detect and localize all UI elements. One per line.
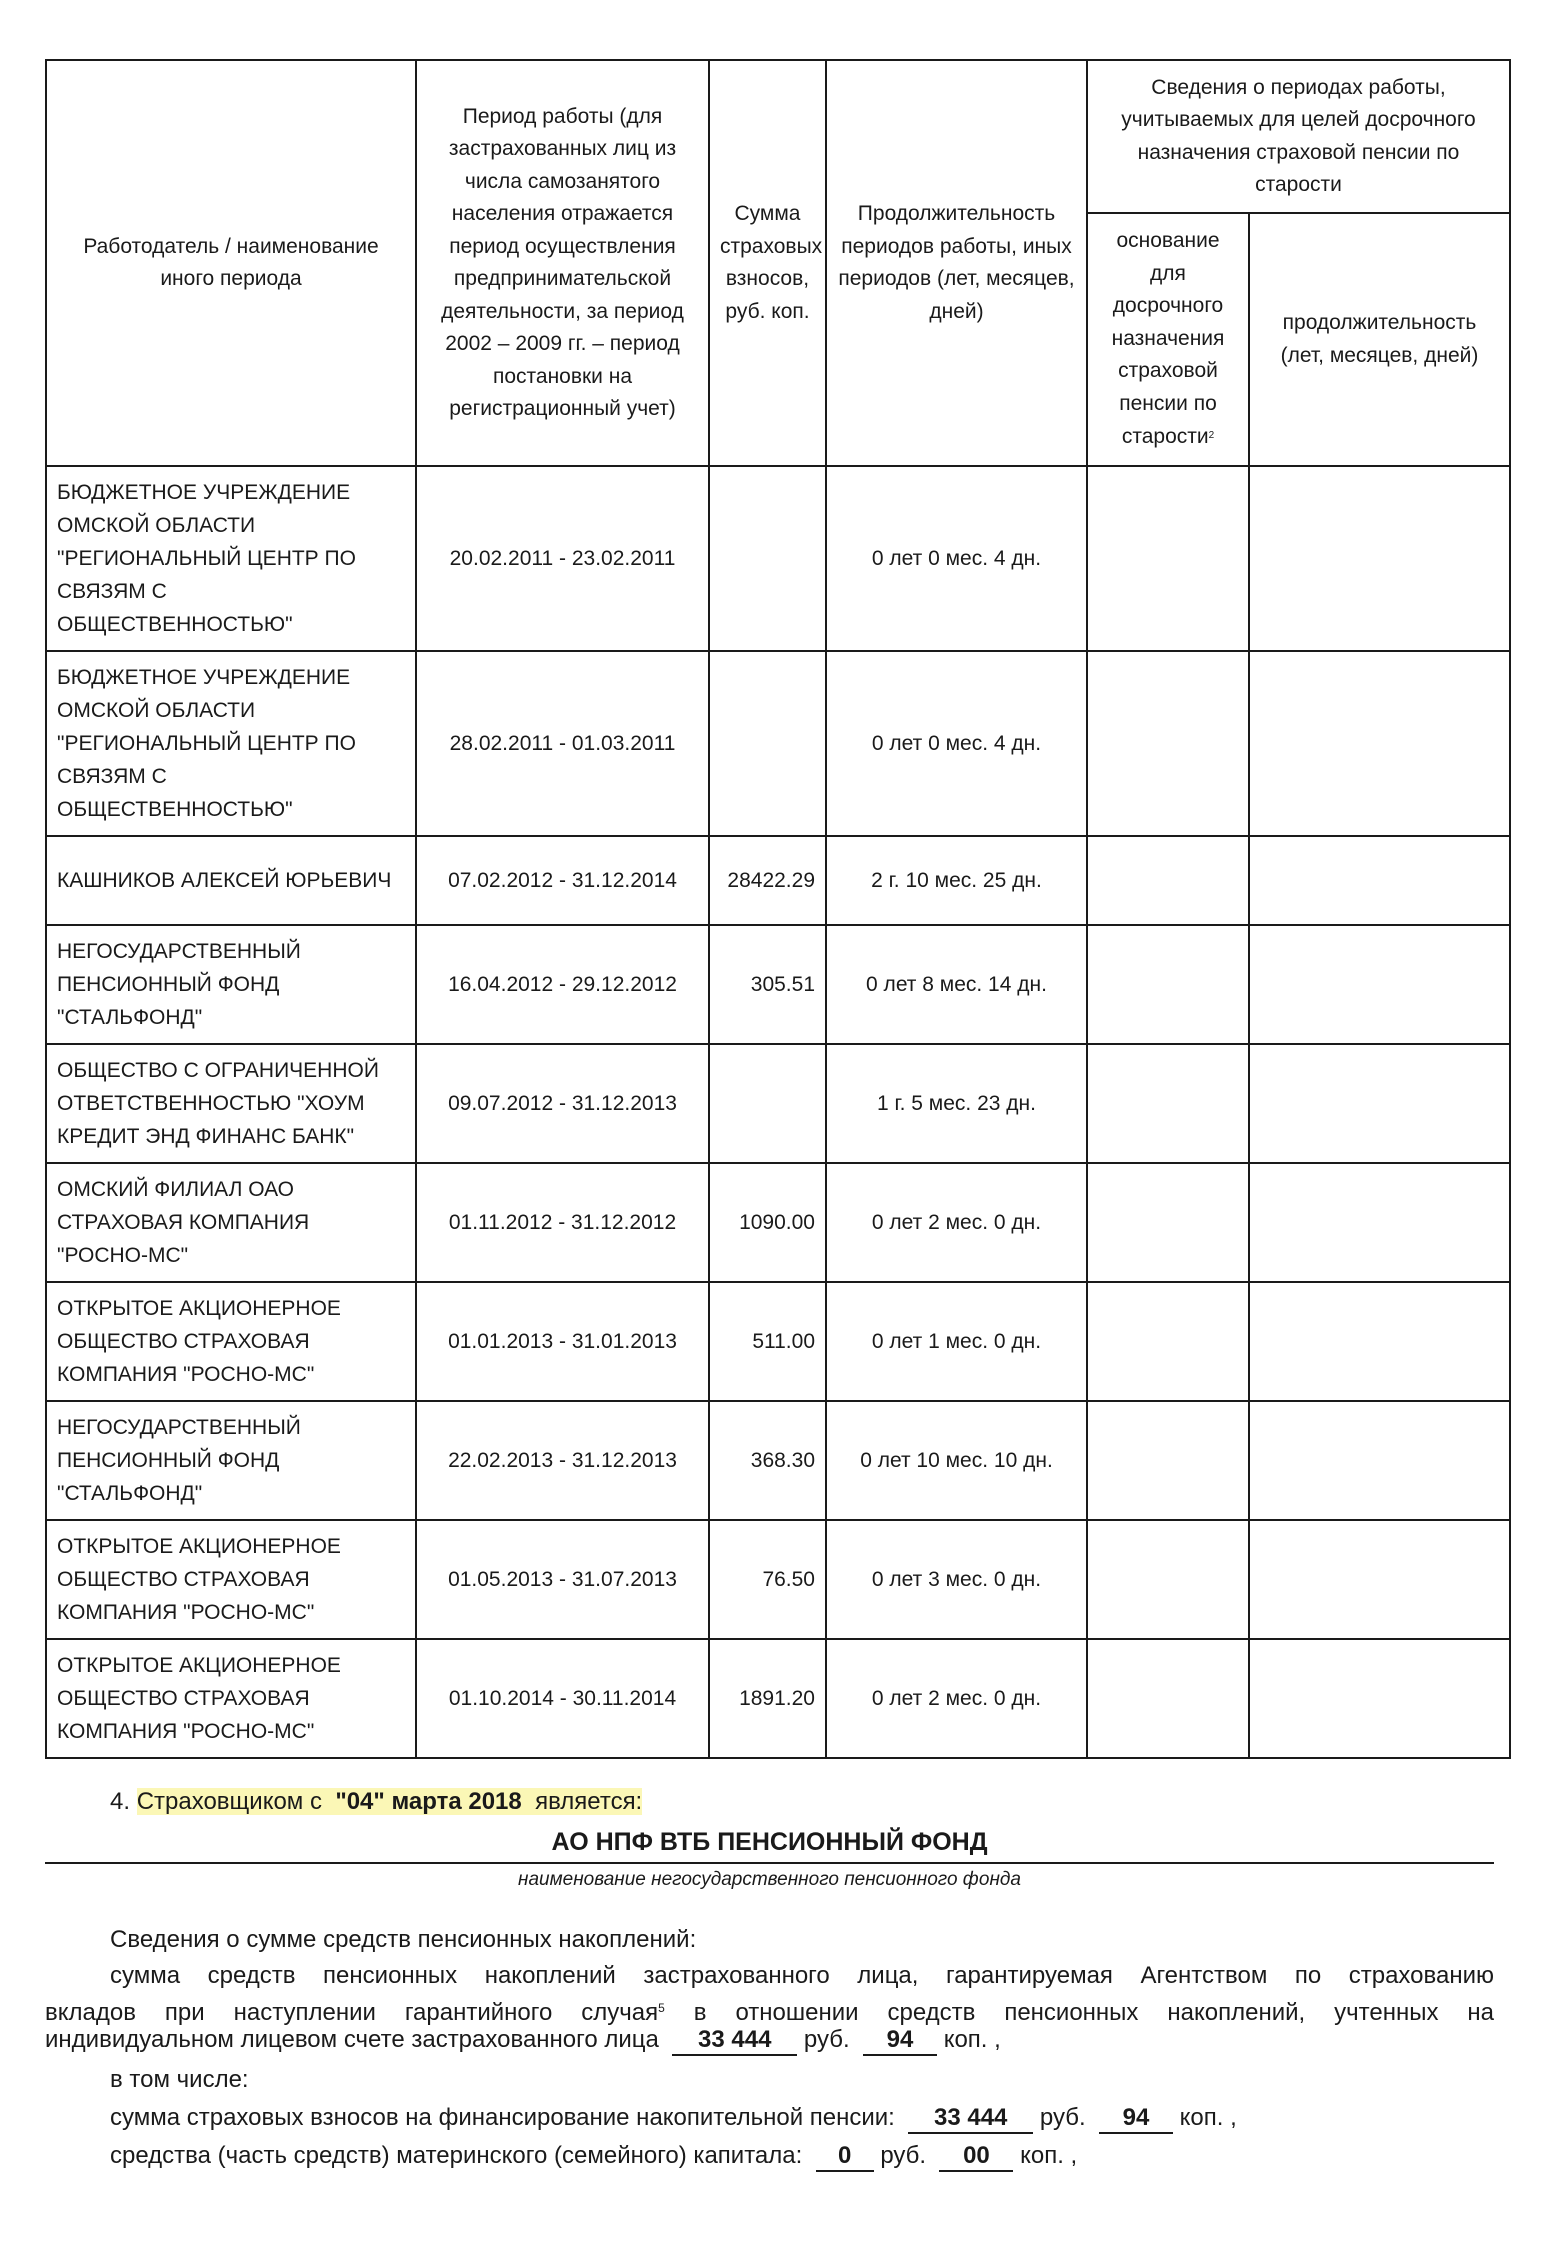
duration-cell: 0 лет 2 мес. 0 дн. bbox=[826, 1163, 1087, 1282]
insurer-highlight: Страховщиком с "04" марта 2018 является: bbox=[136, 1788, 643, 1815]
period-cell: 09.07.2012 - 31.12.2013 bbox=[416, 1044, 709, 1163]
table-row bbox=[46, 651, 1510, 836]
sum-cell bbox=[709, 651, 826, 836]
header-duration: Продолжительность периодов работы, иных периодов (лет, месяцев, дней) bbox=[826, 60, 1087, 466]
early-duration-cell bbox=[1249, 651, 1510, 836]
insurer-date: "04" марта 2018 bbox=[335, 1788, 522, 1815]
early-basis-cell bbox=[1087, 466, 1249, 651]
employer-cell: ОТКРЫТОЕ АКЦИОНЕРНОЕ ОБЩЕСТВО СТРАХОВАЯ КОМПАНИЯ "РОСНО-МС" bbox=[46, 1639, 416, 1758]
footnote-marker: 2 bbox=[1208, 430, 1215, 442]
duration-cell: 0 лет 3 мес. 0 дн. bbox=[826, 1520, 1087, 1639]
duration-cell: 0 лет 8 мес. 14 дн. bbox=[826, 925, 1087, 1044]
early-duration-cell bbox=[1249, 1044, 1510, 1163]
sum-cell: 368.30 bbox=[709, 1401, 826, 1520]
table-header-row bbox=[46, 60, 1510, 213]
employer-cell: ОБЩЕСТВО С ОГРАНИЧЕННОЙ ОТВЕТСТВЕННОСТЬЮ "ХОУМ КРЕДИТ ЭНД ФИНАНС БАНК" bbox=[46, 1044, 416, 1163]
employer-cell: ОТКРЫТОЕ АКЦИОНЕРНОЕ ОБЩЕСТВО СТРАХОВАЯ КОМПАНИЯ "РОСНО-МС" bbox=[46, 1520, 416, 1639]
total-kop-field: 94 bbox=[863, 2026, 937, 2056]
savings-line2: вкладов при наступлении гарантийного случая$^5$ в отношении средств пенсионных накоплений, учтенных на bbox=[45, 1999, 1494, 2026]
employer-cell: ОТКРЫТОЕ АКЦИОНЕРНОЕ ОБЩЕСТВО СТРАХОВАЯ КОМПАНИЯ "РОСНО-МС" bbox=[46, 1282, 416, 1401]
duration-cell: 1 г. 5 мес. 23 дн. bbox=[826, 1044, 1087, 1163]
sum-cell: 305.51 bbox=[709, 925, 826, 1044]
early-duration-cell bbox=[1249, 1282, 1510, 1401]
contrib-line: сумма страховых взносов на финансирование накопительной пенсии: 33 444 руб. 94 коп. , bbox=[110, 2100, 1237, 2136]
employer-cell: БЮДЖЕТНОЕ УЧРЕЖДЕНИЕ ОМСКОЙ ОБЛАСТИ "РЕГИОНАЛЬНЫЙ ЦЕНТР ПО СВЯЗЯМ С ОБЩЕСТВЕННОСТЬЮ" bbox=[46, 651, 416, 836]
table-row bbox=[46, 1401, 1510, 1520]
sum-cell: 76.50 bbox=[709, 1520, 826, 1639]
header-employer: Работодатель / наименование иного периода bbox=[46, 60, 416, 466]
sum-cell: 28422.29 bbox=[709, 836, 826, 925]
table-row bbox=[46, 1163, 1510, 1282]
savings-line1: сумма средств пенсионных накоплений застрахованного лица, гарантируемая Агентством по страхованию bbox=[110, 1962, 1494, 1989]
sum-cell: 511.00 bbox=[709, 1282, 826, 1401]
early-basis-cell bbox=[1087, 1163, 1249, 1282]
table-row bbox=[46, 925, 1510, 1044]
header-early-basis: основание для досрочного назначения страховой пенсии по старости$^2$ bbox=[1087, 213, 1249, 466]
duration-cell: 0 лет 10 мес. 10 дн. bbox=[826, 1401, 1087, 1520]
employer-cell: ОМСКИЙ ФИЛИАЛ ОАО СТРАХОВАЯ КОМПАНИЯ "РОСНО-МС" bbox=[46, 1163, 416, 1282]
early-basis-cell bbox=[1087, 651, 1249, 836]
employer-cell: БЮДЖЕТНОЕ УЧРЕЖДЕНИЕ ОМСКОЙ ОБЛАСТИ "РЕГИОНАЛЬНЫЙ ЦЕНТР ПО СВЯЗЯМ С ОБЩЕСТВЕННОСТЬЮ" bbox=[46, 466, 416, 651]
maternal-rub-field: 0 bbox=[816, 2142, 874, 2172]
period-cell: 28.02.2011 - 01.03.2011 bbox=[416, 651, 709, 836]
table-row bbox=[46, 1044, 1510, 1163]
duration-cell: 0 лет 0 мес. 4 дн. bbox=[826, 651, 1087, 836]
header-period: Период работы (для застрахованных лиц из числа самозанятого населения отражается период осуществления предпринимательской деятельности, за период 2002 – 2009 гг. – период постановки на регистрационный учет) bbox=[416, 60, 709, 466]
period-cell: 01.10.2014 - 30.11.2014 bbox=[416, 1639, 709, 1758]
table-body bbox=[46, 466, 1510, 1758]
period-cell: 01.01.2013 - 31.01.2013 bbox=[416, 1282, 709, 1401]
table-row bbox=[46, 1520, 1510, 1639]
savings-line3: индивидуальном лицевом счете застрахованного лица 33 444 руб. 94 коп. , bbox=[45, 2022, 1001, 2058]
early-basis-cell bbox=[1087, 1282, 1249, 1401]
header-early-duration: продолжительность (лет, месяцев, дней) bbox=[1249, 213, 1510, 466]
maternal-kop-field: 00 bbox=[939, 2142, 1013, 2172]
early-duration-cell bbox=[1249, 925, 1510, 1044]
contrib-rub-field: 33 444 bbox=[908, 2104, 1033, 2134]
sum-cell bbox=[709, 1044, 826, 1163]
header-sum: Сумма страховых взносов, руб. коп. bbox=[709, 60, 826, 466]
early-basis-cell bbox=[1087, 1639, 1249, 1758]
total-rub-field: 33 444 bbox=[672, 2026, 797, 2056]
maternal-line: средства (часть средств) материнского (семейного) капитала: 0 руб. 00 коп. , bbox=[110, 2138, 1077, 2174]
work-periods-table bbox=[45, 59, 1511, 1759]
sum-cell bbox=[709, 466, 826, 651]
duration-cell: 0 лет 2 мес. 0 дн. bbox=[826, 1639, 1087, 1758]
footnote-marker-5: 5 bbox=[658, 2001, 665, 2015]
early-duration-cell bbox=[1249, 1401, 1510, 1520]
contrib-kop-field: 94 bbox=[1099, 2104, 1173, 2134]
table-row bbox=[46, 836, 1510, 925]
employer-cell: КАШНИКОВ АЛЕКСЕЙ ЮРЬЕВИЧ bbox=[46, 836, 416, 925]
duration-cell: 0 лет 1 мес. 0 дн. bbox=[826, 1282, 1087, 1401]
header-early-group: Сведения о периодах работы, учитываемых для целей досрочного назначения страховой пенсии по старости bbox=[1087, 60, 1510, 213]
early-duration-cell bbox=[1249, 1639, 1510, 1758]
period-cell: 07.02.2012 - 31.12.2014 bbox=[416, 836, 709, 925]
early-basis-cell bbox=[1087, 836, 1249, 925]
table-row bbox=[46, 1639, 1510, 1758]
early-basis-cell bbox=[1087, 1044, 1249, 1163]
early-duration-cell bbox=[1249, 466, 1510, 651]
savings-heading: Сведения о сумме средств пенсионных накоплений: bbox=[110, 1926, 697, 1953]
table-row bbox=[46, 466, 1510, 651]
fund-caption: наименование негосударственного пенсионного фонда bbox=[518, 1869, 1021, 1890]
early-basis-cell bbox=[1087, 1520, 1249, 1639]
sum-cell: 1891.20 bbox=[709, 1639, 826, 1758]
duration-cell: 2 г. 10 мес. 25 дн. bbox=[826, 836, 1087, 925]
early-basis-cell bbox=[1087, 925, 1249, 1044]
insurer-line bbox=[110, 1784, 642, 1820]
early-basis-cell bbox=[1087, 1401, 1249, 1520]
period-cell: 20.02.2011 - 23.02.2011 bbox=[416, 466, 709, 651]
duration-cell: 0 лет 0 мес. 4 дн. bbox=[826, 466, 1087, 651]
early-duration-cell bbox=[1249, 1520, 1510, 1639]
employer-cell: НЕГОСУДАРСТВЕННЫЙ ПЕНСИОННЫЙ ФОНД "СТАЛЬФОНД" bbox=[46, 1401, 416, 1520]
period-cell: 22.02.2013 - 31.12.2013 bbox=[416, 1401, 709, 1520]
period-cell: 01.11.2012 - 31.12.2012 bbox=[416, 1163, 709, 1282]
period-cell: 16.04.2012 - 29.12.2012 bbox=[416, 925, 709, 1044]
employer-cell: НЕГОСУДАРСТВЕННЫЙ ПЕНСИОННЫЙ ФОНД "СТАЛЬФОНД" bbox=[46, 925, 416, 1044]
early-duration-cell bbox=[1249, 836, 1510, 925]
fund-name: АО НПФ ВТБ ПЕНСИОННЫЙ ФОНД bbox=[551, 1828, 988, 1856]
sum-cell: 1090.00 bbox=[709, 1163, 826, 1282]
fund-underline bbox=[45, 1862, 1494, 1864]
section-number: 4. bbox=[110, 1788, 131, 1815]
early-duration-cell bbox=[1249, 1163, 1510, 1282]
period-cell: 01.05.2013 - 31.07.2013 bbox=[416, 1520, 709, 1639]
table-row bbox=[46, 1282, 1510, 1401]
including-label: в том числе: bbox=[110, 2066, 249, 2093]
